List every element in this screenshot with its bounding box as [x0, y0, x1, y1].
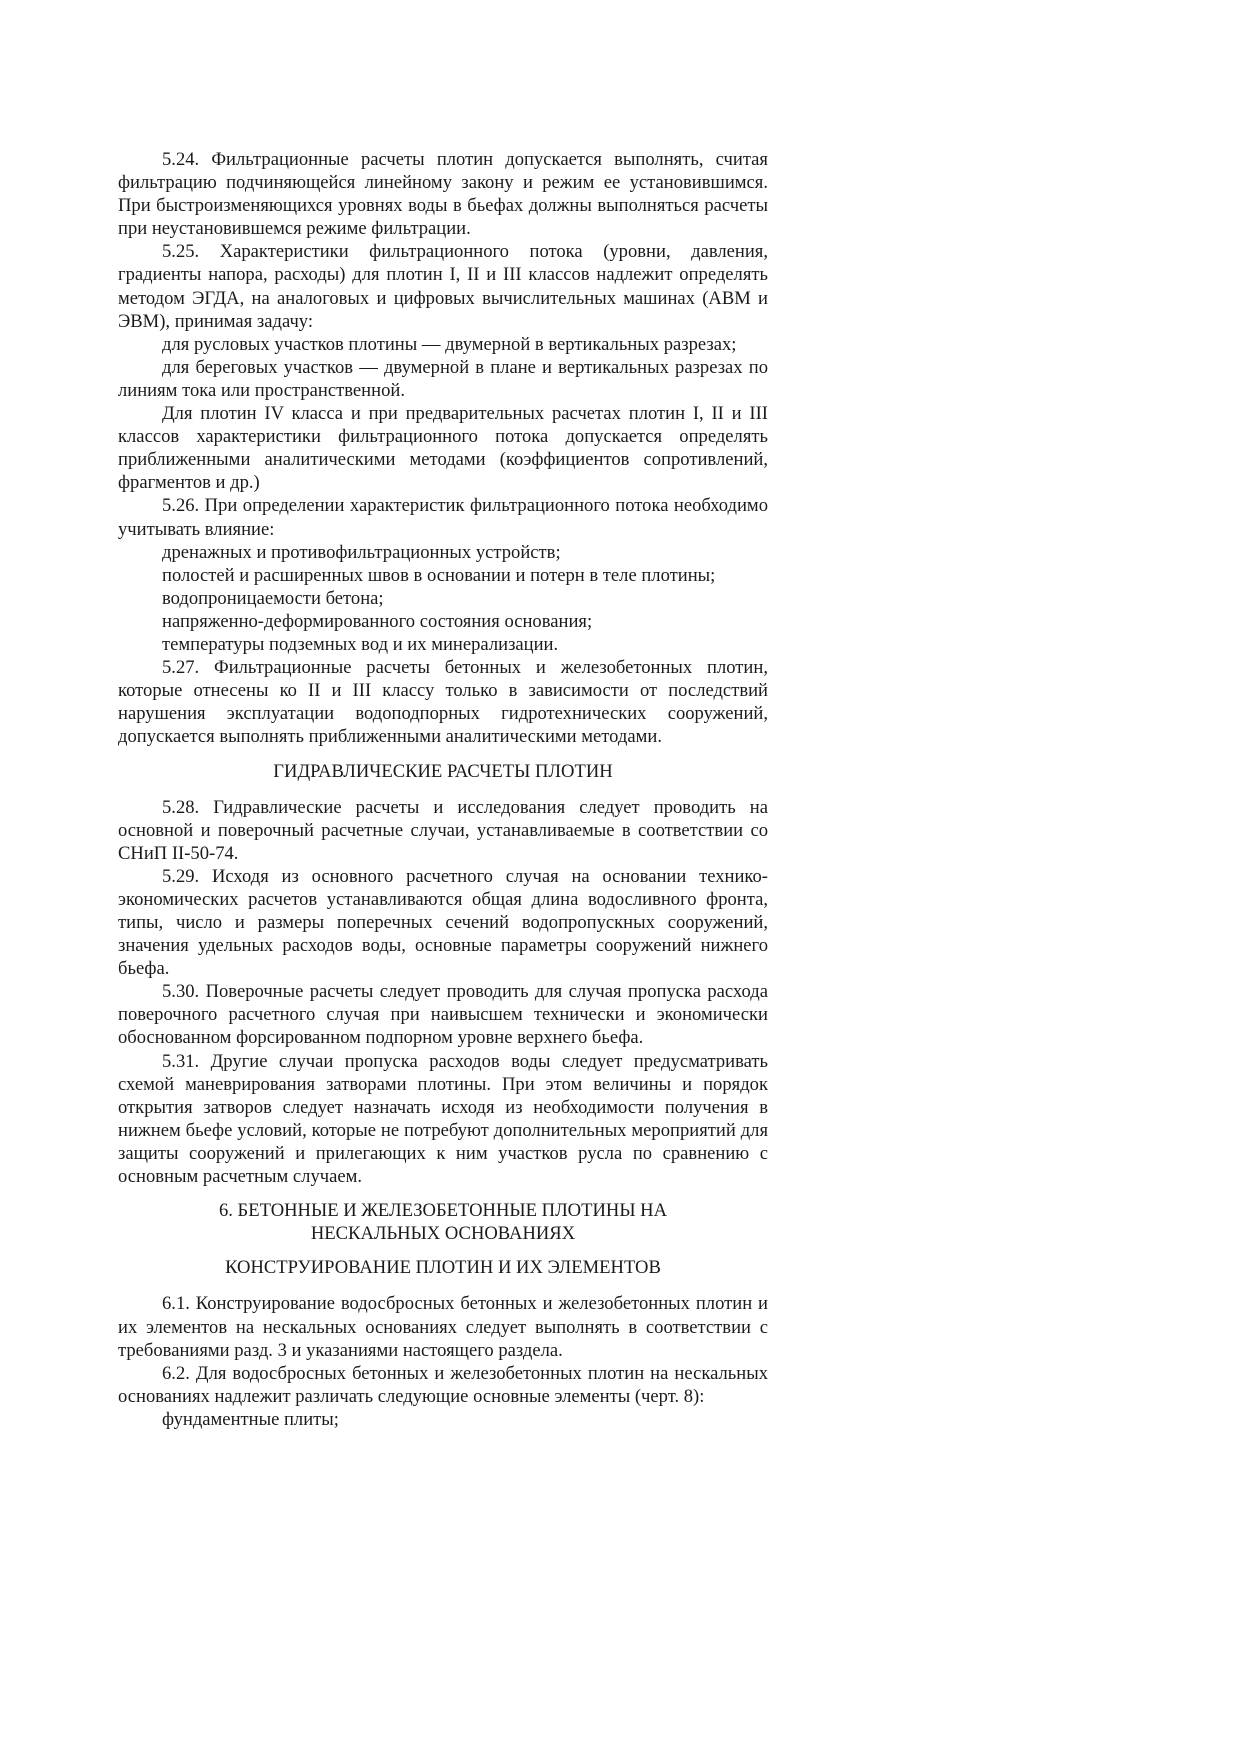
paragraph-5-29: 5.29. Исходя из основного расчетного случая на основании технико-экономических расчетов устанавливаются общая длина водосливного фронта, типы, число и размеры поперечных сечений водопропускных сооружений, значения удельных расходов воды, основные параметры сооружений нижнего бьефа. [118, 865, 768, 980]
paragraph-5-27: 5.27. Фильтрационные расчеты бетонных и железобетонных плотин, которые отнесены ко II и III классу только в зависимости от последствий нарушения эксплуатации водоподпорных гидротехнических сооружений, допускается выполнять приближенными аналитическими методами. [118, 657, 768, 748]
list-item-cavities: полостей и расширенных швов в основании и потерн в теле плотины; [162, 564, 716, 586]
paragraph-5-28: 5.28. Гидравлические расчеты и исследования следует проводить на основной и поверочный расчетные случаи, устанавливаемые в соответствии со СНиП II-50-74. [118, 796, 768, 864]
paragraph-6-2: 6.2. Для водосбросных бетонных и железобетонных плотин на нескальных основаниях надлежит различать следующие основные элементы (черт. 8): [118, 1362, 768, 1407]
paragraph-5-26: 5.26. При определении характеристик фильтрационного потока необходимо учитывать влияние: [118, 495, 768, 540]
paragraph-class-iv-methods: Для плотин IV класса и при предварительных расчетах плотин I, II и III классов характеристики фильтрационного потока допускается определять приближенными аналитическими методами (коэффициентов сопротивлений, фрагментов и др.) [118, 403, 768, 494]
list-item-bank-sections: для береговых участков — двумерной в плане и вертикальных разрезах по линиям тока или пространственной. [118, 356, 768, 401]
section-heading-design: КОНСТРУИРОВАНИЕ ПЛОТИН И ИХ ЭЛЕМЕНТОВ [225, 1257, 661, 1279]
section-heading-hydraulic: ГИДРАВЛИЧЕСКИЕ РАСЧЕТЫ ПЛОТИН [273, 761, 613, 783]
paragraph-5-24: 5.24. Фильтрационные расчеты плотин допускается выполнять, считая фильтрацию подчиняющейся линейному закону и режим ее установившимся. При быстроизменяющихся уровнях воды в бьефах должны выполняться расчеты при неустановившемся режиме фильтрации. [118, 149, 768, 240]
list-item-stress-state: напряженно-деформированного состояния основания; [162, 610, 593, 632]
paragraph-5-30: 5.30. Поверочные расчеты следует проводить для случая пропуска расхода поверочного расчетного случая при наивысшем технически и экономически обоснованном форсированном подпорном уровне верхнего бьефа. [118, 981, 768, 1049]
list-item-groundwater-temperature: температуры подземных вод и их минерализации. [162, 633, 559, 655]
chapter-heading-6: 6. БЕТОННЫЕ И ЖЕЛЕЗОБЕТОННЫЕ ПЛОТИНЫ НА НЕСКАЛЬНЫХ ОСНОВАНИЯХ [218, 1200, 668, 1245]
list-item-drainage: дренажных и противофильтрационных устройств; [162, 541, 561, 563]
document-page [118, 148, 768, 1431]
list-item-foundation-slabs: фундаментные плиты; [162, 1408, 339, 1430]
paragraph-5-31: 5.31. Другие случаи пропуска расходов воды следует предусматривать схемой маневрирования затворами плотины. При этом величины и порядок открытия затворов следует назначать исходя из необходимости получения в нижнем бьефе условий, которые не потребуют дополнительных мероприятий для защиты сооружений и прилегающих к ним участков русла по сравнению с основным расчетным случаем. [118, 1050, 768, 1188]
paragraph-6-1: 6.1. Конструирование водосбросных бетонных и железобетонных плотин и их элементов на нескальных основаниях следует выполнять в соответствии с требованиями разд. 3 и указаниями настоящего раздела. [118, 1293, 768, 1361]
paragraph-5-25: 5.25. Характеристики фильтрационного потока (уровни, давления, градиенты напора, расходы) для плотин I, II и III классов надлежит определять методом ЭГДА, на аналоговых и цифровых вычислительных машинах (АВМ и ЭВМ), принимая задачу: [118, 241, 768, 332]
list-item-concrete-permeability: водопроницаемости бетона; [162, 587, 384, 609]
list-item-channel-sections: для русловых участков плотины — двумерной в вертикальных разрезах; [162, 333, 737, 355]
